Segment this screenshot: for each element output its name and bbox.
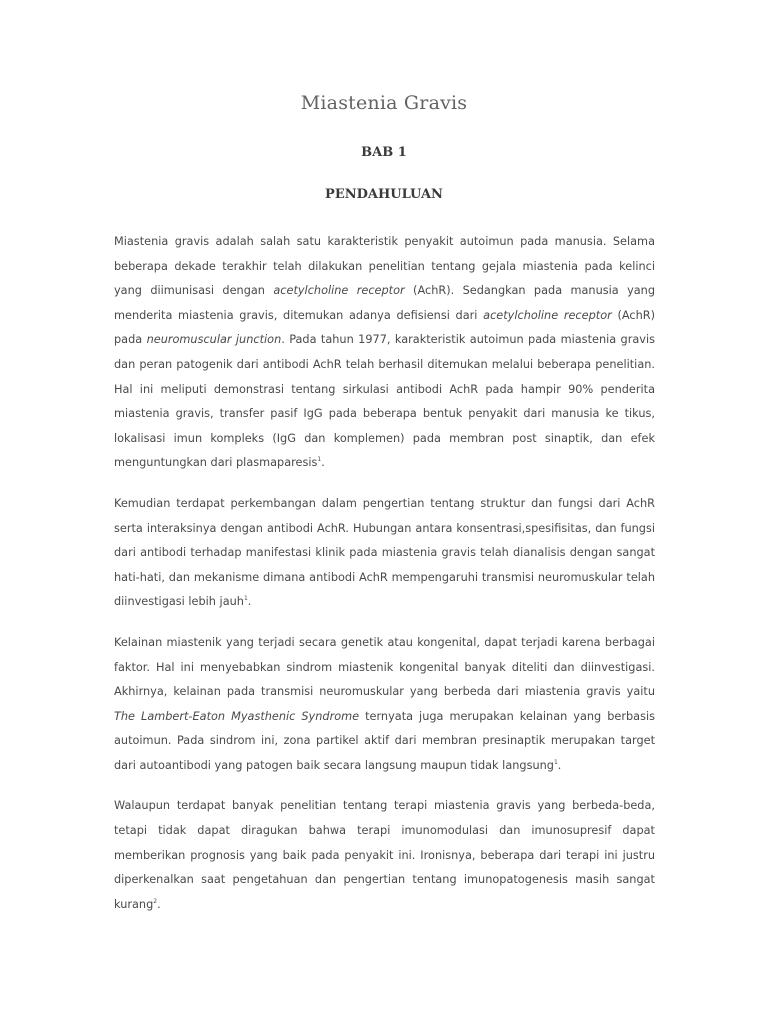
paragraph-text: . bbox=[557, 758, 562, 772]
paragraph-text: . bbox=[157, 897, 161, 911]
citation-superscript: 2 bbox=[153, 898, 158, 906]
citation-superscript: 1 bbox=[317, 456, 322, 464]
italic-term: acetylcholine receptor bbox=[483, 308, 612, 322]
paragraph-text: Kelainan miastenik yang terjadi secara genetik atau kongenital, dapat terjadi karena berbagai faktor. Hal ini menyebabkan sindrom miastenik kongenital banyak diteliti dan diinvestigasi. Akhirnya, kelainan pada transmisi neuromuskular yang berbeda dari miastenia gravis yaitu bbox=[114, 635, 655, 699]
italic-term: neuromuscular junction bbox=[146, 333, 282, 347]
italic-term: acetylcholine receptor bbox=[273, 284, 405, 298]
chapter-title: PENDAHULUAN bbox=[325, 187, 443, 202]
paragraph-text: (AchR) pada bbox=[114, 308, 656, 347]
body-paragraph bbox=[114, 794, 655, 917]
paragraph-text: Walaupun terdapat banyak penelitian tentang terapi miastenia gravis yang berbeda-beda, tetapi tidak dapat diragukan bahwa terapi imunomodulasi dan imunosupresif dapat memberikan prognosis yang baik pada penyakit ini. Ironisnya, beberapa dari terapi ini justru diperkenalkan saat pengetahuan dan pengertian tentang imunopatogenesis masih sangat kurang bbox=[114, 799, 655, 911]
paragraph-text: . bbox=[247, 595, 252, 609]
body-paragraph bbox=[114, 492, 655, 615]
italic-term: The Lambert-Eaton Myasthenic Syndrome bbox=[114, 709, 360, 723]
citation-superscript: 1 bbox=[243, 595, 248, 603]
body-paragraph bbox=[114, 230, 655, 476]
paragraph-text: Miastenia gravis adalah salah satu karakteristik penyakit autoimun pada manusia. Selama beberapa dekade terakhir telah dilakukan penelitian tentang gejala miastenia pada kelinci yang diimunisasi dengan bbox=[114, 235, 655, 298]
paragraph-text: ternyata juga merupakan kelainan yang berbasis autoimun. Pada sindrom ini, zona partikel aktif dari membran presinaptik merupakan target dari autoantibodi yang patogen baik secara langsung maupun tidak langsung bbox=[114, 709, 656, 772]
document-title: Miastenia Gravis bbox=[300, 92, 468, 114]
chapter-label: BAB 1 bbox=[361, 145, 407, 160]
document-body bbox=[114, 230, 655, 933]
citation-superscript: 1 bbox=[553, 759, 558, 767]
paragraph-text: (AchR). Sedangkan pada manusia yang menderita miastenia gravis, ditemukan adanya defisiensi dari bbox=[114, 284, 656, 322]
paragraph-text: . Pada tahun 1977, karakteristik autoimun pada miastenia gravis dan peran patogenik dari antibodi AchR telah berhasil ditemukan melalui beberapa penelitian. Hal ini meliputi demonstrasi tentang sirkulasi antibodi AchR pada hampir 90% penderita miastenia gravis, transfer pasif IgG pada beberapa bentuk penyakit dari manusia ke tikus, lokalisasi imun kompleks (IgG dan komplemen) pada membran post sinaptik, dan efek menguntungkan dari plasmaparesis bbox=[114, 333, 656, 470]
paragraph-text: . bbox=[321, 456, 325, 470]
paragraph-text: Kemudian terdapat perkembangan dalam pengertian tentang struktur dan fungsi dari AchR serta interaksinya dengan antibodi AchR. Hubungan antara konsentrasi,spesifisitas, dan fungsi dari antibodi terhadap manifestasi klinik pada miastenia gravis telah dianalisis dengan sangat hati-hati, dan mekanisme dimana antibodi AchR mempengaruhi transmisi neuromuskular telah diinvestigasi lebih jauh bbox=[114, 496, 655, 609]
body-paragraph bbox=[114, 631, 655, 779]
